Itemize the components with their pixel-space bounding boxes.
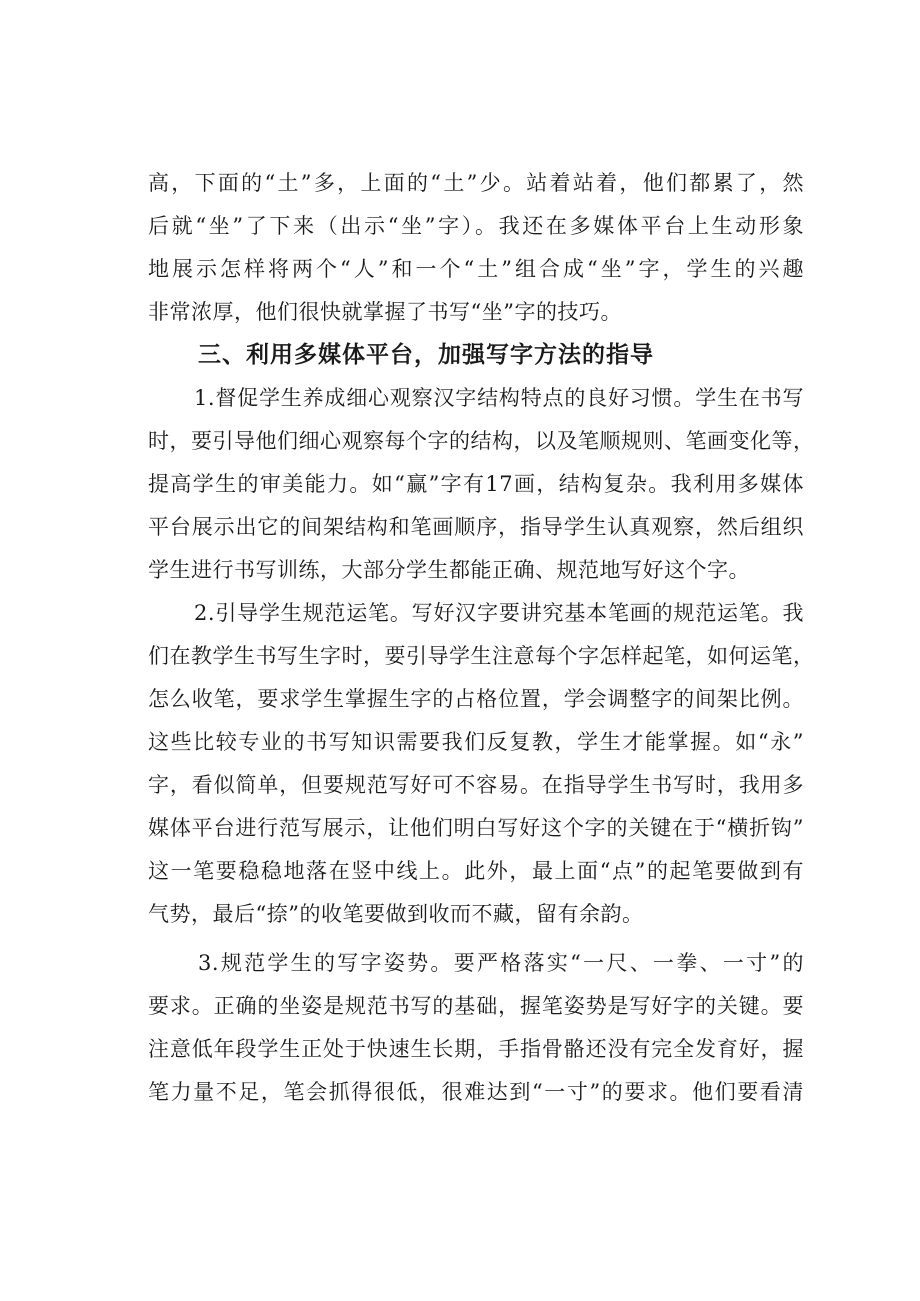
paragraph-line: 要求。正确的坐姿是规范书写的基础，握笔姿势是写好字的关键。要 [148, 994, 804, 1018]
paragraph-line: 气势，最后“捺”的收笔要做到收而不藏，留有余韵。 [148, 902, 644, 926]
paragraph-line: 笔力量不足，笔会抓得很低，很难达到“一寸”的要求。他们要看清 [148, 1080, 804, 1104]
section-heading: 三、利用多媒体平台，加强写字方法的指导 [198, 342, 654, 368]
paragraph-line: 地展示怎样将两个“人”和一个“土”组合成“坐”字，学生的兴趣 [148, 257, 804, 281]
paragraph-line: 3.规范学生的写字姿势。要严格落实“一尺、一拳、一寸”的 [198, 951, 804, 975]
paragraph-line: 学生进行书写训练，大部分学生都能正确、规范地写好这个字。 [148, 558, 750, 582]
paragraph-line: 时，要引导他们细心观察每个字的结构，以及笔顺规则、笔画变化等， [148, 429, 815, 453]
paragraph-line: 平台展示出它的间架结构和笔画顺序，指导学生认真观察，然后组织 [148, 515, 804, 539]
paragraph-line: 2.引导学生规范运笔。写好汉字要讲究基本笔画的规范运笔。我 [194, 601, 804, 625]
paragraph-line: 非常浓厚，他们很快就掌握了书写“坐”字的技巧。 [148, 300, 622, 324]
paragraph-line: 这些比较专业的书写知识需要我们反复教，学生才能掌握。如“永” [148, 730, 804, 754]
paragraph-line: 高，下面的“土”多，上面的“土”少。站着站着，他们都累了，然 [148, 171, 804, 195]
paragraph-line: 们在教学生书写生字时，要引导学生注意每个字怎样起笔，如何运笔， [148, 644, 815, 668]
paragraph-line: 这一笔要稳稳地落在竖中线上。此外，最上面“点”的起笔要做到有 [148, 859, 804, 883]
paragraph-line: 字，看似简单，但要规范写好可不容易。在指导学生书写时，我用多 [148, 773, 804, 797]
paragraph-line: 提高学生的审美能力。如“赢”字有17画，结构复杂。我利用多媒体 [148, 472, 804, 496]
paragraph-line: 媒体平台进行范写展示，让他们明白写好这个字的关键在于“横折钩” [148, 816, 804, 840]
paragraph-line: 注意低年段学生正处于快速生长期，手指骨骼还没有完全发育好，握 [148, 1037, 804, 1061]
paragraph-line: 后就“坐”了下来（出示“坐”字）。我还在多媒体平台上生动形象 [148, 214, 804, 238]
paragraph-line: 1.督促学生养成细心观察汉字结构特点的良好习惯。学生在书写 [194, 386, 804, 410]
paragraph-line: 怎么收笔，要求学生掌握生字的占格位置，学会调整字的间架比例。 [148, 687, 804, 711]
